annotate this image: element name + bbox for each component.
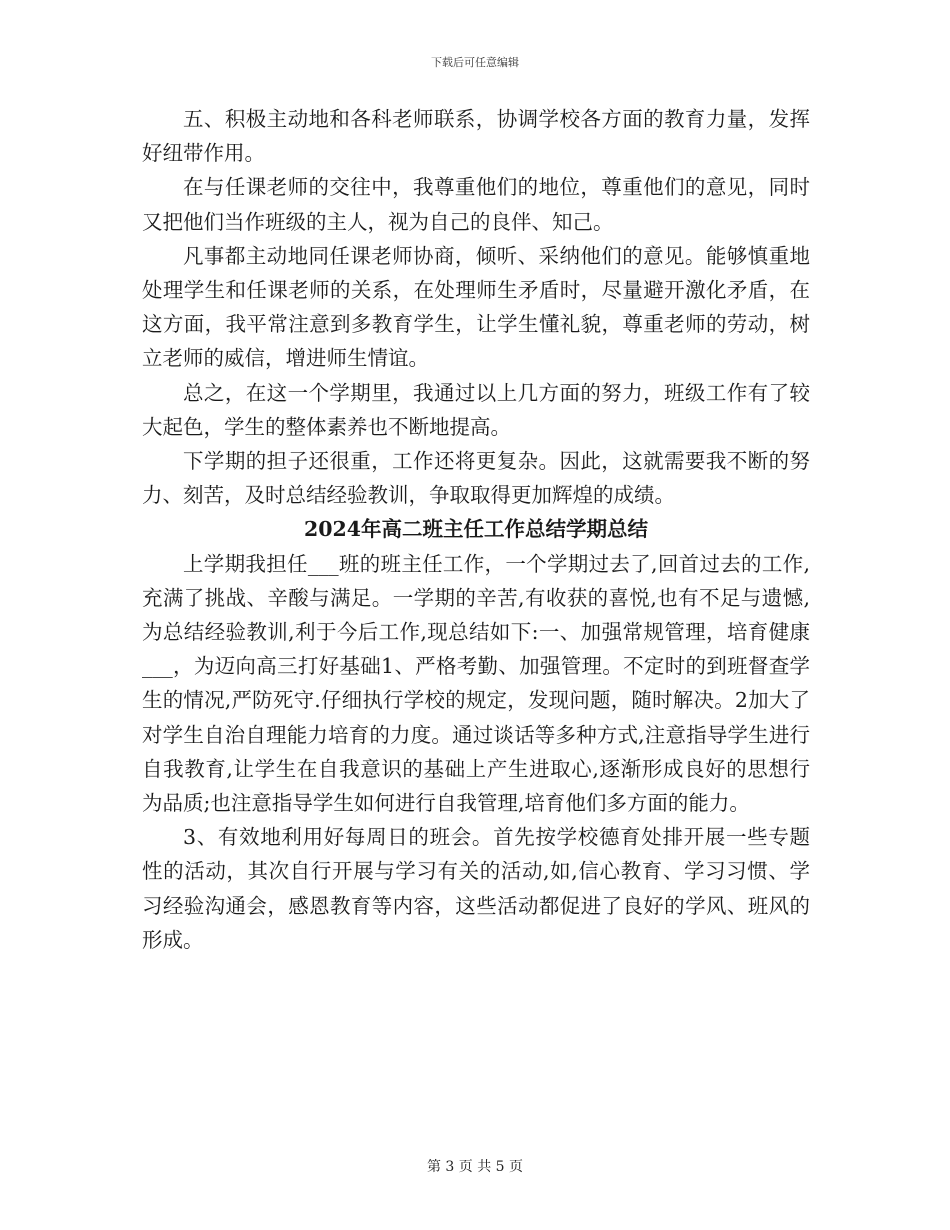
paragraph: 凡事都主动地同任课老师协商，倾听、采纳他们的意见。能够慎重地处理学生和任课老师的关系，在处理师生矛盾时，尽量避开激化矛盾，在这方面，我平常注意到多教育学生，让学生懂礼貌，尊重老师的劳动，树立老师的威信，增进师生情谊。: [142, 243, 810, 371]
paragraph: 五、积极主动地和各科老师联系，协调学校各方面的教育力量，发挥好纽带作用。: [142, 107, 810, 166]
paragraph: 3、有效地利用好每周日的班会。首先按学校德育处排开展一些专题性的活动，其次自行开展与学习有关的活动,如,信心教育、学习习惯、学习经验沟通会，感恩教育等内容，这些活动都促进了良好的学风、班风的形成。: [142, 825, 810, 952]
paragraph: 在与任课老师的交往中，我尊重他们的地位，尊重他们的意见，同时又把他们当作班级的主人，视为自己的良伴、知己。: [142, 175, 810, 234]
document-body: [142, 102, 810, 957]
page-header-note: 下载后可任意编辑: [431, 56, 519, 69]
paragraph: 总之，在这一个学期里，我通过以上几方面的努力，班级工作有了较大起色，学生的整体素养也不断地提高。: [142, 380, 810, 439]
page-footer-indicator: 第 3 页 共 5 页: [426, 1159, 524, 1175]
paragraph: 上学期我担任___班的班主任工作，一个学期过去了,回首过去的工作,充满了挑战、辛酸与满足。一学期的辛苦,有收获的喜悦,也有不足与遗憾,为总结经验教训,利于今后工作,现总结如下:一、加强常规管理，培育健康___，为迈向高三打好基础1、严格考勤、加强管理。不定时的到班督查学生的情况,严防死守.仔细执行学校的规定，发现问题，随时解决。2加大了对学生自治自理能力培育的力度。通过谈话等多种方式,注意指导学生进行自我教育,让学生在自我意识的基础上产生进取心,逐渐形成良好的思想行为品质;也注意指导学生如何进行自我管理,培育他们多方面的能力。: [142, 551, 810, 816]
paragraph: 下学期的担子还很重，工作还将更复杂。因此，这就需要我不断的努力、刻苦，及时总结经验教训，争取取得更加辉煌的成绩。: [142, 449, 810, 508]
section-title: 2024年高二班主任工作总结学期总结: [303, 517, 649, 542]
